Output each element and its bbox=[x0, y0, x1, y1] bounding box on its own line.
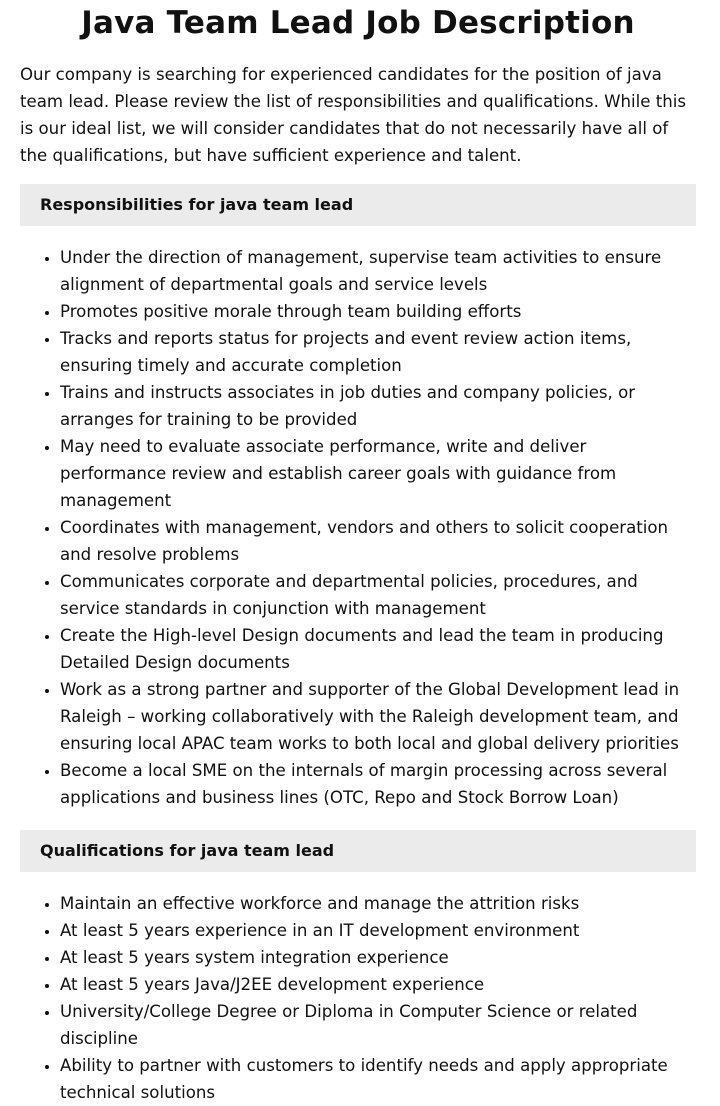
list-item: • Promotes positive morale through team building efforts bbox=[60, 298, 696, 325]
list-item: • Become a local SME on the internals of margin processing across several applications and business lines (OTC, Repo and Stock Borrow Loan) bbox=[60, 757, 696, 811]
responsibilities-list bbox=[20, 244, 696, 811]
list-item: • Trains and instructs associates in job duties and company policies, or arranges for training to be provided bbox=[60, 379, 696, 433]
list-item: • At least 5 years Java/J2EE development experience bbox=[60, 971, 696, 998]
list-item: • Communicates corporate and departmental policies, procedures, and service standards in conjunction with management bbox=[60, 568, 696, 622]
list-item: • Under the direction of management, supervise team activities to ensure alignment of departmental goals and service levels bbox=[60, 244, 696, 298]
list-item: • Ability to partner with customers to identify needs and apply appropriate technical solutions bbox=[60, 1052, 696, 1106]
list-item: • Tracks and reports status for projects and event review action items, ensuring timely and accurate completion bbox=[60, 325, 696, 379]
responsibilities-heading: Responsibilities for java team lead bbox=[20, 184, 696, 226]
list-item: • Maintain an effective workforce and manage the attrition risks bbox=[60, 890, 696, 917]
list-item: • May need to evaluate associate performance, write and deliver performance review and establish career goals with guidance from management bbox=[60, 433, 696, 514]
list-item: • At least 5 years experience in an IT development environment bbox=[60, 917, 696, 944]
list-item: • Coordinates with management, vendors and others to solicit cooperation and resolve problems bbox=[60, 514, 696, 568]
qualifications-heading: Qualifications for java team lead bbox=[20, 830, 696, 872]
list-item: • Work as a strong partner and supporter of the Global Development lead in Raleigh – working collaboratively with the Raleigh development team, and ensuring local APAC team works to both local and global delivery priorities bbox=[60, 676, 696, 757]
intro-paragraph: Our company is searching for experienced candidates for the position of java team lead. Please review the list of responsibilities and qualifications. While this is our ideal list, we will consider candidates that do not necessarily have all of the qualifications, but have sufficient experience and talent. bbox=[20, 65, 687, 165]
list-item: • Create the High-level Design documents and lead the team in producing Detailed Design documents bbox=[60, 622, 696, 676]
list-item: • University/College Degree or Diploma in Computer Science or related discipline bbox=[60, 998, 696, 1052]
list-item: • At least 5 years system integration experience bbox=[60, 944, 696, 971]
qualifications-list bbox=[20, 890, 696, 1106]
page-title: Java Team Lead Job Description bbox=[81, 5, 635, 41]
